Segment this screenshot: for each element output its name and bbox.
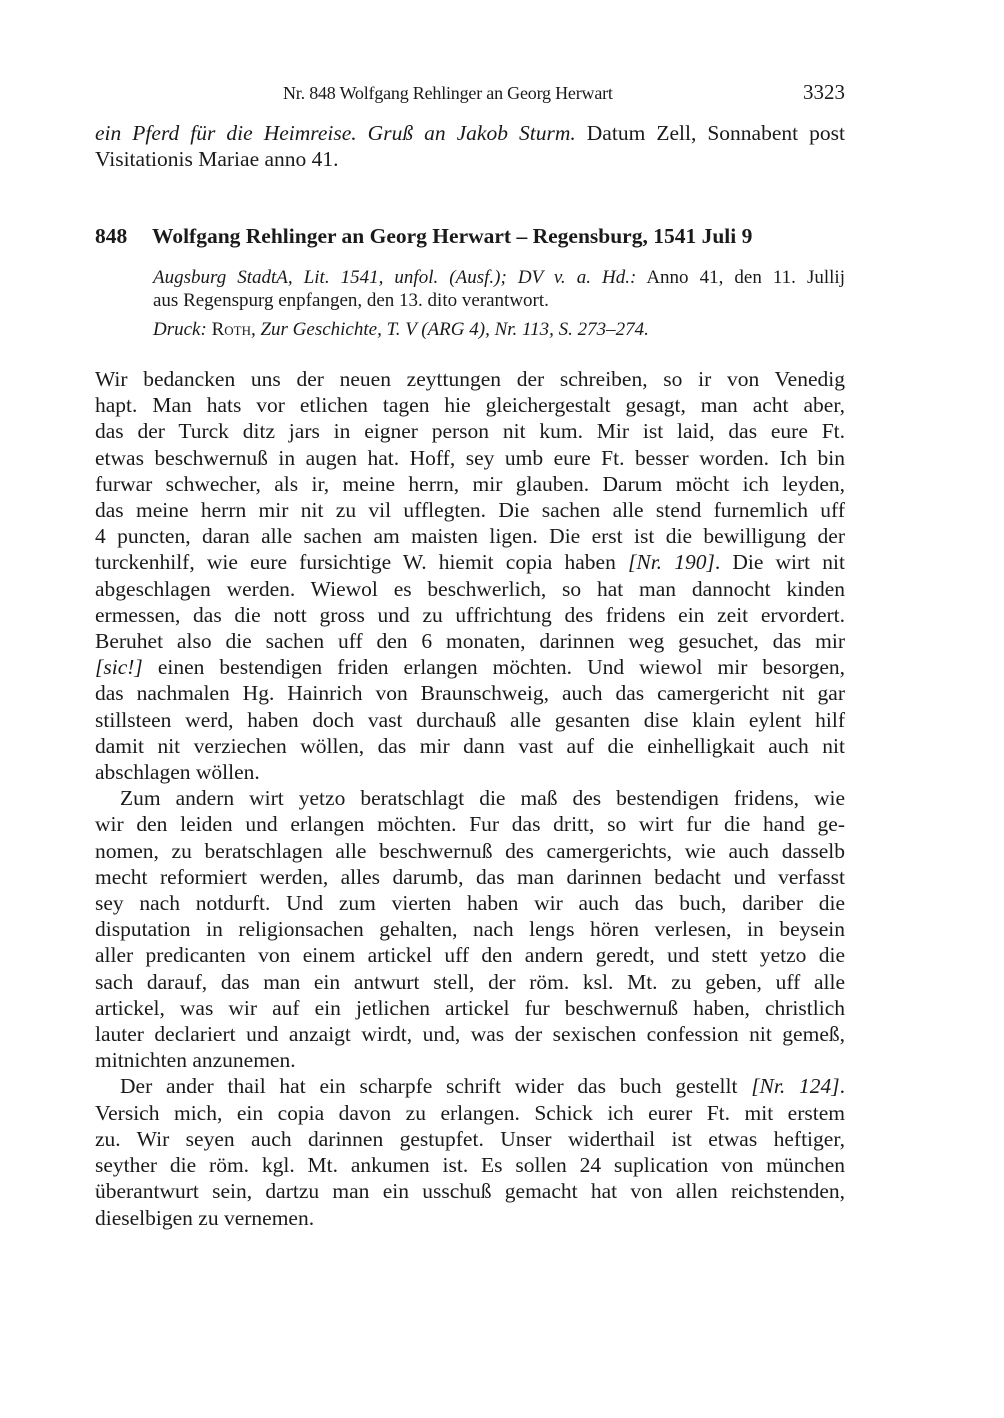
- text-line: Versich mich, ein copia davon zu erlangen. Schick ich eurer Ft. mit erstem: [95, 1100, 845, 1125]
- text-line: wir den leiden und erlangen möchten. Fur das dritt, so wirt fur die hand ge-: [95, 812, 845, 837]
- text-line: aus Regenspurg enpfangen, den 13. dito verantwort.: [153, 290, 549, 311]
- text-line: [sic!] einen bestendigen friden erlangen möchten. Und wiewol mir besorgen,: [95, 655, 845, 680]
- archive-reference: Augsburg StadtA, Lit. 1541, unfol. (Ausf.); DV v. a. Hd.:: [153, 267, 637, 288]
- text-line: damit nit verziechen wöllen, das mir dann vast auf die einhelligkait auch nit: [95, 733, 845, 758]
- text-line: abschlagen wöllen.: [95, 760, 260, 785]
- text-line: nomen, zu beratschlagen alle beschwernuß des camergerichts, wie auch dasselb: [95, 838, 845, 863]
- editorial-reference: [Nr. 190]: [627, 550, 715, 575]
- text-line: abgeschlagen werden. Wiewol es beschwerlich, so hat man dannocht kinden: [95, 576, 845, 601]
- text-line: das nachmalen Hg. Hainrich von Braunschweig, auch das camergericht nit gar: [95, 681, 845, 706]
- text-line: ermessen, das die nott gross und zu uffrichtung des fridens ein zeit ervordert.: [95, 602, 845, 627]
- document-number: 848: [95, 224, 128, 248]
- text-line: zu. Wir seyen auch darinnen gestupfet. Unser widerthail ist etwas heftiger,: [95, 1126, 845, 1151]
- editorial-reference: [Nr. 124]: [751, 1074, 840, 1099]
- text-line: artickel, was wir auf ein jetlichen artickel fur beschwernuß haben, christlich: [95, 995, 845, 1020]
- text-line: Wir bedancken uns der neuen zeyttungen der schreiben, so ir von Venedig: [95, 367, 845, 391]
- text-line: 4 puncten, daran alle sachen am maisten ligen. Die erst ist die bewilligung der: [95, 524, 845, 549]
- text-line: aller predicanten von einem artickel uff den andern geredt, und stett yetzo die: [95, 943, 845, 968]
- editorial-reference: [sic!]: [95, 655, 143, 680]
- text-line: sey nach notdurft. Und zum vierten haben wir auch das buch, dariber die: [95, 891, 845, 916]
- text-line: sach darauf, das man ein antwurt stell, der röm. ksl. Mt. zu geben, uff alle: [95, 969, 845, 994]
- document-title: Wolfgang Rehlinger an Georg Herwart – Regensburg, 1541 Juli 9: [152, 224, 753, 248]
- paragraph: [95, 1073, 845, 1230]
- print-citation: , Zur Geschichte, T. V (ARG 4), Nr. 113, S. 273–274.: [250, 319, 649, 340]
- text-line: das der Turck ditz jars in eigner person nit kum. Mir ist laid, das eure Ft.: [95, 419, 845, 444]
- text-line: mecht reformiert werden, alles darumb, das man darinnen bedacht und verfasst: [95, 864, 845, 889]
- text-line: das meine herrn mir nit zu vil ufflegten. Die sachen alle stend furnemlich uff: [95, 498, 845, 523]
- print-label: Druck:: [153, 319, 207, 340]
- text-line: überantwurt sein, dartzu man ein usschuß gemacht hat von allen reichstenden,: [95, 1179, 845, 1204]
- text-line: disputation in religionsachen gehalten, nach lengs hören verlesen, in beysein: [95, 917, 845, 942]
- running-head-title: Nr. 848 Wolfgang Rehlinger an Georg Herwart: [283, 83, 613, 103]
- page-number: 3323: [803, 80, 845, 104]
- text-line: etwas beschwernuß in augen hat. Hoff, sey umb eure Ft. besser worden. Ich bin: [95, 445, 845, 470]
- text-line: seyther die röm. kgl. Mt. ankumen ist. Es sollen 24 suplication von münchen: [95, 1153, 845, 1178]
- letter-body: [95, 366, 845, 1231]
- text-line: lauter declariert und anzaigt wirdt, und, was der sexischen confession nit gemeß,: [95, 1022, 845, 1047]
- print-reference: [153, 318, 845, 341]
- dating-clause: Datum Zell, Sonnabent post: [575, 121, 845, 145]
- print-author: Roth: [211, 319, 251, 340]
- text-line: [153, 266, 845, 289]
- text-line: hapt. Man hats vor etlichen tagen hie gleichergestalt gesagt, man acht aber,: [95, 393, 845, 418]
- carry-over-text: [95, 120, 845, 172]
- running-head: [95, 80, 845, 106]
- text-line: stillsteen werd, haben doch vast durchauß alle gesanten dise klain eylent hilf: [95, 707, 845, 732]
- text-line: turckenhilf, wie eure fursichtige W. hiemit copia haben [Nr. 190]. Die wirt nit: [95, 550, 845, 575]
- dorsal-note: Anno 41, den 11. Jullij: [636, 267, 845, 288]
- text-line: Der ander thail hat ein scharpfe schrift wider das buch gestellt [Nr. 124].: [120, 1074, 845, 1099]
- text-line: mitnichten anzunemen.: [95, 1048, 296, 1073]
- text-line: dieselbigen zu vernemen.: [95, 1205, 315, 1230]
- text-line: Visitationis Mariae anno 41.: [95, 147, 339, 171]
- text-line: furwar schwecher, als ir, meine herrn, mir glauben. Darum möcht ich leyden,: [95, 471, 845, 496]
- text-line: Zum andern wirt yetzo beratschlagt die maß des bestendigen fridens, wie: [120, 786, 845, 811]
- text-line: Beruhet also die sachen uff den 6 monaten, darinnen weg gesuchet, das mir: [95, 629, 845, 654]
- paragraph: [95, 366, 845, 785]
- paragraph: [95, 785, 845, 1073]
- editorial-summary: ein Pferd für die Heimreise. Gruß an Jakob Sturm.: [95, 121, 576, 145]
- document-heading: [95, 222, 845, 250]
- source-note: [153, 266, 845, 312]
- text-line: [95, 120, 845, 146]
- source-apparatus: [153, 266, 845, 341]
